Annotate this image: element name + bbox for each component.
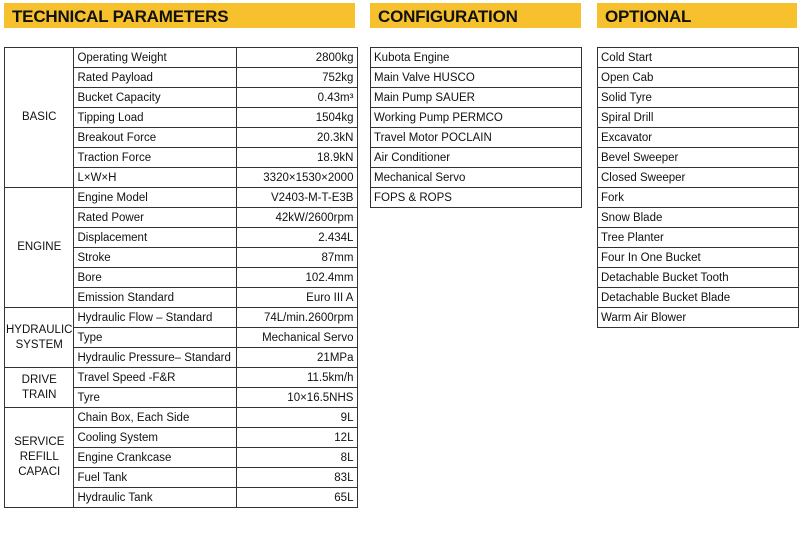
group-label-basic: BASIC xyxy=(5,48,74,188)
optional-item-label: Cold Start xyxy=(598,48,799,68)
param-value: 1504kg xyxy=(237,108,358,128)
param-name: Hydraulic Tank xyxy=(74,488,237,508)
optional-item-label: Detachable Bucket Tooth xyxy=(598,268,799,288)
configuration-item xyxy=(371,48,582,68)
configuration-item xyxy=(371,108,582,128)
optional-item-label: Detachable Bucket Blade xyxy=(598,288,799,308)
group-label-service: SERVICE REFILL CAPACI xyxy=(5,408,74,508)
param-name: Tipping Load xyxy=(74,108,237,128)
param-name: Bore xyxy=(74,268,237,288)
configuration-item-label: Working Pump PERMCO xyxy=(371,108,582,128)
param-name: Engine Crankcase xyxy=(74,448,237,468)
configuration-header: CONFIGURATION xyxy=(370,3,581,28)
optional-item-label: Spiral Drill xyxy=(598,108,799,128)
param-row xyxy=(5,308,358,328)
param-name: Operating Weight xyxy=(74,48,237,68)
configuration-item xyxy=(371,168,582,188)
optional-table xyxy=(597,47,799,328)
configuration-item-label: Main Pump SAUER xyxy=(371,88,582,108)
configuration-item-label: Main Valve HUSCO xyxy=(371,68,582,88)
param-value: 2.434L xyxy=(237,228,358,248)
param-value: 21MPa xyxy=(237,348,358,368)
optional-item xyxy=(598,128,799,148)
configuration-item xyxy=(371,88,582,108)
optional-item xyxy=(598,108,799,128)
param-value: 87mm xyxy=(237,248,358,268)
param-name: Rated Power xyxy=(74,208,237,228)
param-value: 83L xyxy=(237,468,358,488)
optional-item-label: Snow Blade xyxy=(598,208,799,228)
optional-item xyxy=(598,168,799,188)
param-value: 65L xyxy=(237,488,358,508)
optional-item-label: Warm Air Blower xyxy=(598,308,799,328)
optional-item xyxy=(598,228,799,248)
configuration-item-label: Travel Motor POCLAIN xyxy=(371,128,582,148)
param-value: 11.5km/h xyxy=(237,368,358,388)
param-name: Cooling System xyxy=(74,428,237,448)
configuration-item xyxy=(371,68,582,88)
param-name: Displacement xyxy=(74,228,237,248)
param-value: 18.9kN xyxy=(237,148,358,168)
configuration-item-label: Kubota Engine xyxy=(371,48,582,68)
optional-item xyxy=(598,208,799,228)
param-value: V2403-M-T-E3B xyxy=(237,188,358,208)
param-value: Mechanical Servo xyxy=(237,328,358,348)
configuration-item xyxy=(371,188,582,208)
param-value: 3320×1530×2000 xyxy=(237,168,358,188)
param-value: 8L xyxy=(237,448,358,468)
param-value: 10×16.5NHS xyxy=(237,388,358,408)
optional-item xyxy=(598,308,799,328)
param-value: 752kg xyxy=(237,68,358,88)
optional-item xyxy=(598,68,799,88)
optional-item xyxy=(598,268,799,288)
param-value: 74L/min.2600rpm xyxy=(237,308,358,328)
param-name: Engine Model xyxy=(74,188,237,208)
param-value: 0.43m³ xyxy=(237,88,358,108)
technical-parameters-header: TECHNICAL PARAMETERS xyxy=(4,3,355,28)
param-name: Rated Payload xyxy=(74,68,237,88)
param-name: Tyre xyxy=(74,388,237,408)
param-name: Traction Force xyxy=(74,148,237,168)
group-label-hydraulic: HYDRAULIC SYSTEM xyxy=(5,308,74,368)
configuration-item-label: FOPS & ROPS xyxy=(371,188,582,208)
optional-header: OPTIONAL xyxy=(597,3,797,28)
param-name: Emission Standard xyxy=(74,288,237,308)
param-name: Travel Speed -F&R xyxy=(74,368,237,388)
optional-item xyxy=(598,188,799,208)
param-value: 42kW/2600rpm xyxy=(237,208,358,228)
optional-item xyxy=(598,48,799,68)
param-row xyxy=(5,48,358,68)
param-value: 12L xyxy=(237,428,358,448)
optional-item xyxy=(598,288,799,308)
optional-item-label: Bevel Sweeper xyxy=(598,148,799,168)
param-row xyxy=(5,188,358,208)
param-name: Breakout Force xyxy=(74,128,237,148)
optional-item-label: Open Cab xyxy=(598,68,799,88)
configuration-item-label: Air Conditioner xyxy=(371,148,582,168)
technical-parameters-table xyxy=(4,47,358,508)
group-label-drive: DRIVE TRAIN xyxy=(5,368,74,408)
param-value: 9L xyxy=(237,408,358,428)
configuration-item xyxy=(371,148,582,168)
optional-item xyxy=(598,88,799,108)
param-name: Bucket Capacity xyxy=(74,88,237,108)
optional-item-label: Solid Tyre xyxy=(598,88,799,108)
param-value: 2800kg xyxy=(237,48,358,68)
param-name: Chain Box, Each Side xyxy=(74,408,237,428)
configuration-item-label: Mechanical Servo xyxy=(371,168,582,188)
optional-item-label: Four In One Bucket xyxy=(598,248,799,268)
param-value: Euro III A xyxy=(237,288,358,308)
param-name: L×W×H xyxy=(74,168,237,188)
param-value: 102.4mm xyxy=(237,268,358,288)
configuration-item xyxy=(371,128,582,148)
optional-item-label: Excavator xyxy=(598,128,799,148)
optional-item xyxy=(598,148,799,168)
optional-item-label: Fork xyxy=(598,188,799,208)
optional-item-label: Closed Sweeper xyxy=(598,168,799,188)
param-row xyxy=(5,408,358,428)
param-name: Fuel Tank xyxy=(74,468,237,488)
param-row xyxy=(5,368,358,388)
param-name: Type xyxy=(74,328,237,348)
group-label-engine: ENGINE xyxy=(5,188,74,308)
optional-item xyxy=(598,248,799,268)
optional-item-label: Tree Planter xyxy=(598,228,799,248)
param-value: 20.3kN xyxy=(237,128,358,148)
param-name: Stroke xyxy=(74,248,237,268)
param-name: Hydraulic Pressure– Standard xyxy=(74,348,237,368)
param-name: Hydraulic Flow – Standard xyxy=(74,308,237,328)
configuration-table xyxy=(370,47,582,208)
